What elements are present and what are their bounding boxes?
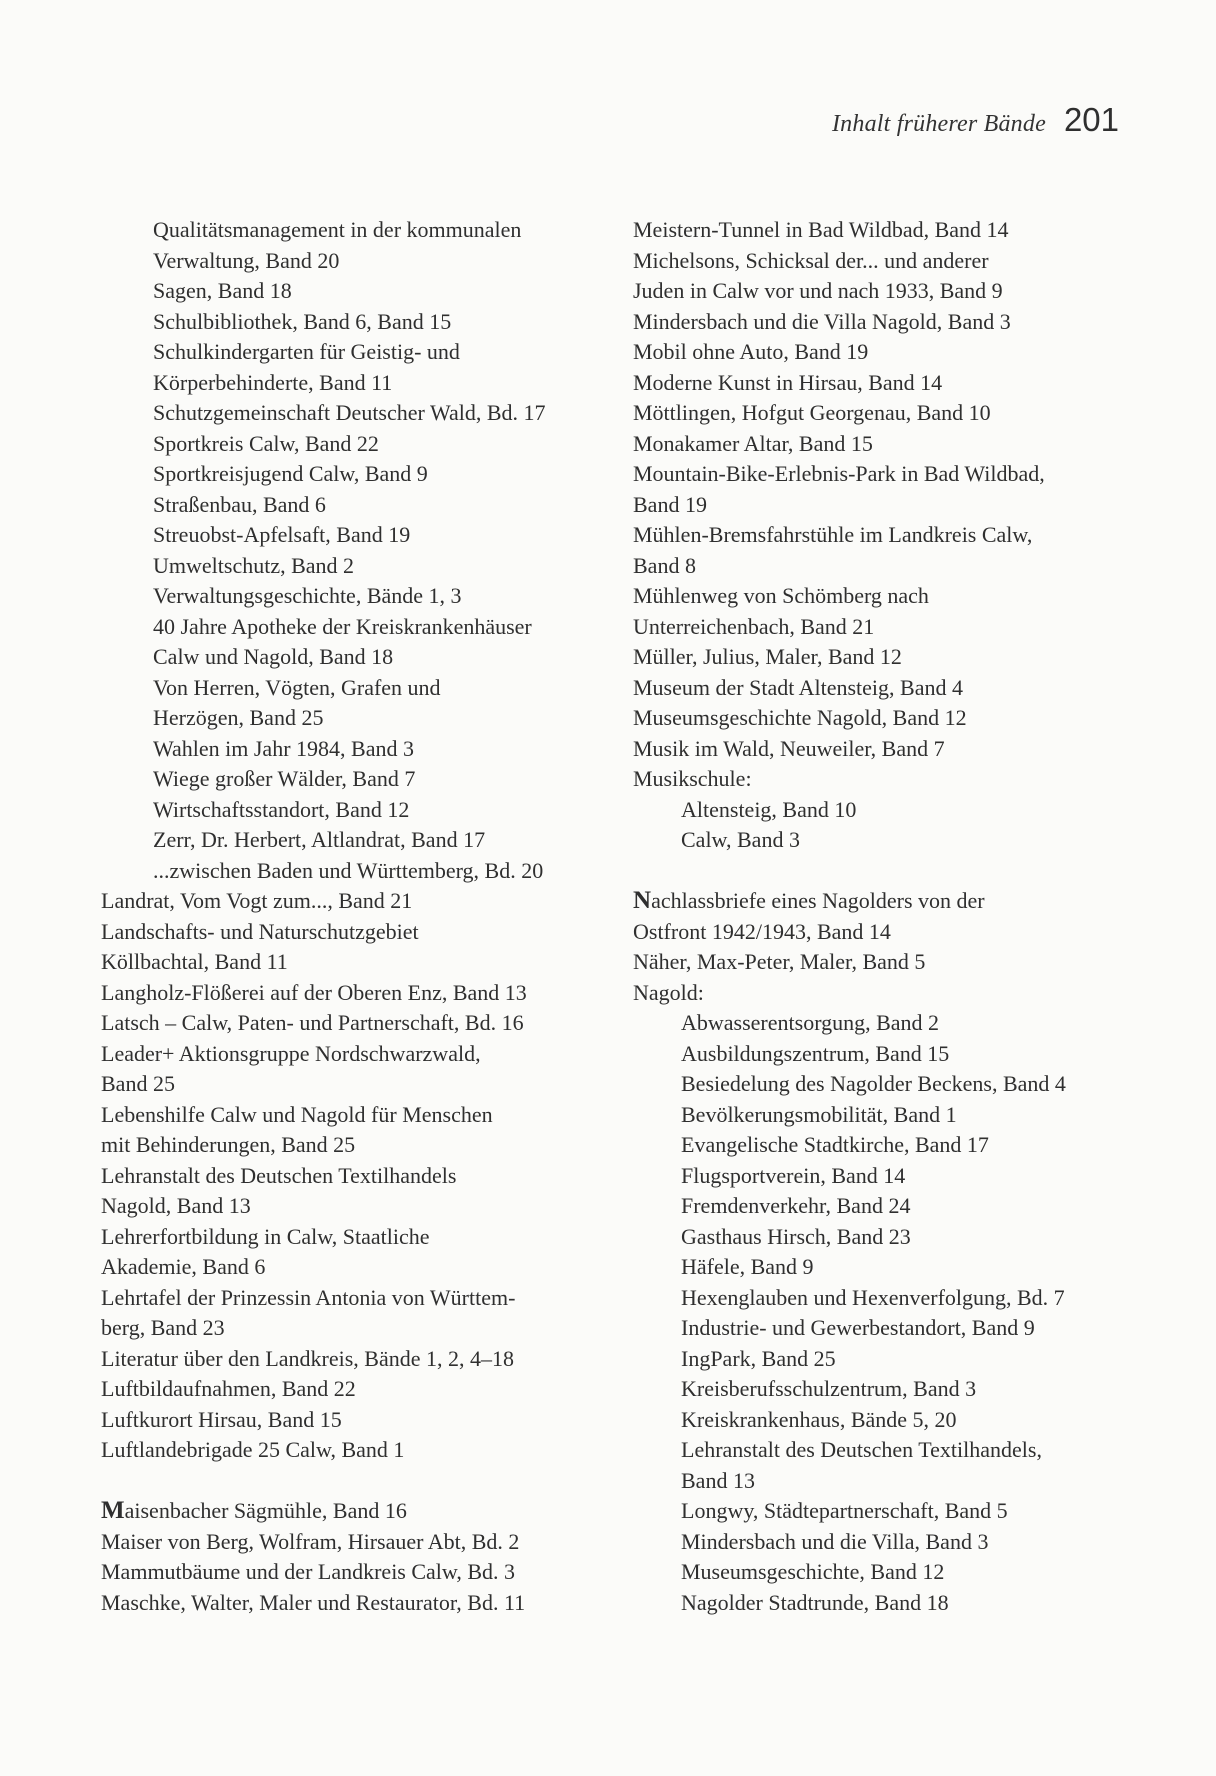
index-entry-line: Schutzgemeinschaft Deutscher Wald, Bd. 17 [153,400,546,425]
index-entry-line: Straßenbau, Band 6 [153,491,326,517]
index-entry-line: Calw, Band 3 [681,827,800,852]
page-number: 201 [1063,101,1119,138]
index-entry-line: Bevölkerungsmobilität, Band 1 [681,1101,957,1127]
index-entry-line: Lebenshilfe Calw und Nagold für Menschen [101,1101,493,1127]
index-entry-line: IngPark, Band 25 [681,1345,836,1371]
index-entry-line: Evangelische Stadtkirche, Band 17 [681,1132,989,1157]
index-entry-line: Kreisberufsschulzentrum, Band 3 [681,1376,977,1401]
index-entry-line: Luftlandebrigade 25 Calw, Band 1 [101,1437,405,1462]
left-index-column [101,215,591,1618]
index-entry-line: Mindersbach und die Villa Nagold, Band 3 [633,308,1011,334]
index-entry-line: Mammutbäume und der Landkreis Calw, Bd. 3 [101,1559,516,1584]
index-entry-line: Nagolder Stadtrunde, Band 18 [681,1589,949,1615]
index-entry-line: Unterreichenbach, Band 21 [633,613,875,639]
index-entry-line: Nachlassbriefe eines Nagolders von der [633,887,985,914]
index-entry-line: Landrat, Vom Vogt zum..., Band 21 [101,888,413,913]
index-entry-line: Köllbachtal, Band 11 [101,949,288,974]
right-index-column [633,215,1133,1618]
index-entry-line: Ostfront 1942/1943, Band 14 [633,918,891,944]
index-entry-line: Latsch – Calw, Paten- und Partnerschaft, Bd. 16 [101,1010,524,1035]
index-entry-line: Akademie, Band 6 [101,1254,266,1279]
index-entry-line: Körperbehinderte, Band 11 [153,369,393,395]
index-entry-line: Leader+ Aktionsgruppe Nordschwarzwald, [101,1040,481,1066]
index-entry-line: Longwy, Städtepartnerschaft, Band 5 [681,1498,1008,1523]
index-entry-line: Qualitätsmanagement in der kommunalen [153,217,522,242]
index-entry-line: Luftbildaufnahmen, Band 22 [101,1376,356,1401]
index-entry-line: Fremdenverkehr, Band 24 [681,1193,911,1218]
index-entry-line: Lehrtafel der Prinzessin Antonia von Württem- [101,1284,516,1310]
index-entry-line: Abwasserentsorgung, Band 2 [681,1010,940,1035]
running-header-title: Inhalt früherer Bände [831,111,1046,137]
index-entry-line: Mindersbach und die Villa, Band 3 [681,1528,989,1554]
index-entry-line: Sagen, Band 18 [153,278,292,303]
index-entry-line: Band 25 [101,1071,175,1096]
index-entry-line: Wahlen im Jahr 1984, Band 3 [153,735,414,761]
index-entry-line: Gasthaus Hirsch, Band 23 [681,1223,911,1249]
index-entry-line: Maisenbacher Sägmühle, Band 16 [101,1497,407,1524]
index-entry-line: Museumsgeschichte Nagold, Band 12 [633,705,967,730]
index-entry-line: Literatur über den Landkreis, Bände 1, 2, 4–18 [101,1345,514,1371]
index-entry-line: Langholz-Flößerei auf der Oberen Enz, Band 13 [101,979,527,1005]
index-entry-line: Besiedelung des Nagolder Beckens, Band 4 [681,1071,1066,1096]
index-entry-line: Museum der Stadt Altensteig, Band 4 [633,674,963,700]
section-gap [101,1466,591,1497]
index-entry-line: Wirtschaftsstandort, Band 12 [153,796,410,822]
index-entry-line: Kreiskrankenhaus, Bände 5, 20 [681,1406,957,1432]
index-entry-line: Möttlingen, Hofgut Georgenau, Band 10 [633,400,991,425]
index-entry-line: Schulkindergarten für Geistig- und [153,339,460,364]
index-entry-line: Calw und Nagold, Band 18 [153,644,394,669]
index-entry-line: Mühlenweg von Schömberg nach [633,583,929,608]
index-entry-line: Monakamer Altar, Band 15 [633,430,873,456]
index-entry-line: Hexenglauben und Hexenverfolgung, Bd. 7 [681,1284,1065,1310]
index-entry-line: Moderne Kunst in Hirsau, Band 14 [633,369,943,395]
index-entry-line: Näher, Max-Peter, Maler, Band 5 [633,949,926,974]
index-entry-line: Museumsgeschichte, Band 12 [681,1559,945,1584]
index-entry-line: Lehranstalt des Deutschen Textilhandels, [681,1437,1042,1462]
index-entry-line: Häfele, Band 9 [681,1254,814,1279]
index-entry-line: Band 13 [681,1467,755,1493]
index-entry-line: Wiege großer Wälder, Band 7 [153,766,416,791]
index-entry-line: Schulbibliothek, Band 6, Band 15 [153,308,452,334]
index-entry-line: Von Herren, Vögten, Grafen und [153,674,441,700]
index-entry-line: Altensteig, Band 10 [681,796,857,822]
index-entry-line: Müller, Julius, Maler, Band 12 [633,644,902,669]
index-entry-line: Mühlen-Bremsfahrstühle im Landkreis Calw, [633,522,1033,547]
index-entry-line: Juden in Calw vor und nach 1933, Band 9 [633,278,1003,303]
index-entry-line: Luftkurort Hirsau, Band 15 [101,1406,342,1432]
index-entry-line: Verwaltungsgeschichte, Bände 1, 3 [153,583,462,608]
index-entry-line: Musikschule: [633,766,752,791]
index-entry-line: Streuobst-Apfelsaft, Band 19 [153,522,411,547]
index-entry-line: Nagold: [633,979,704,1005]
index-entry-line: Nagold, Band 13 [101,1193,251,1218]
index-entry-line: Maschke, Walter, Maler und Restaurator, Bd. 11 [101,1589,526,1615]
index-entry-line: Band 19 [633,491,707,517]
index-entry-line: Umweltschutz, Band 2 [153,552,355,578]
running-header [832,103,1119,138]
index-entry-line: Musik im Wald, Neuweiler, Band 7 [633,735,945,761]
index-entry-line: ...zwischen Baden und Württemberg, Bd. 20 [153,857,544,883]
index-entry-line: Verwaltung, Band 20 [153,247,340,273]
index-entry-line: mit Behinderungen, Band 25 [101,1132,356,1157]
index-entry-line: Herzögen, Band 25 [153,705,324,730]
index-entry-line: Flugsportverein, Band 14 [681,1162,906,1188]
index-entry-line: Meistern-Tunnel in Bad Wildbad, Band 14 [633,217,1009,242]
index-entry-line: Mobil ohne Auto, Band 19 [633,339,869,364]
index-entry-line: Maiser von Berg, Wolfram, Hirsauer Abt, Bd. 2 [101,1528,520,1554]
index-entry-line: Ausbildungszentrum, Band 15 [681,1040,950,1066]
index-entry-line: Mountain-Bike-Erlebnis-Park in Bad Wildbad, [633,461,1045,486]
index-entry-line: Band 8 [633,552,696,578]
index-entry-line: Landschafts- und Naturschutzgebiet [101,918,419,944]
index-entry-line: Sportkreisjugend Calw, Band 9 [153,461,428,486]
index-entry-line: Lehrerfortbildung in Calw, Staatliche [101,1223,430,1249]
index-entry-line: berg, Band 23 [101,1315,225,1340]
index-entry-line: Lehranstalt des Deutschen Textilhandels [101,1162,457,1188]
index-entry-line: Industrie- und Gewerbestandort, Band 9 [681,1315,1035,1340]
section-gap [633,856,1133,887]
index-entry-line: Michelsons, Schicksal der... und anderer [633,247,989,273]
index-entry-line: Zerr, Dr. Herbert, Altlandrat, Band 17 [153,827,486,852]
index-entry-line: Sportkreis Calw, Band 22 [153,430,379,456]
index-entry-line: 40 Jahre Apotheke der Kreiskrankenhäuser [153,613,532,639]
